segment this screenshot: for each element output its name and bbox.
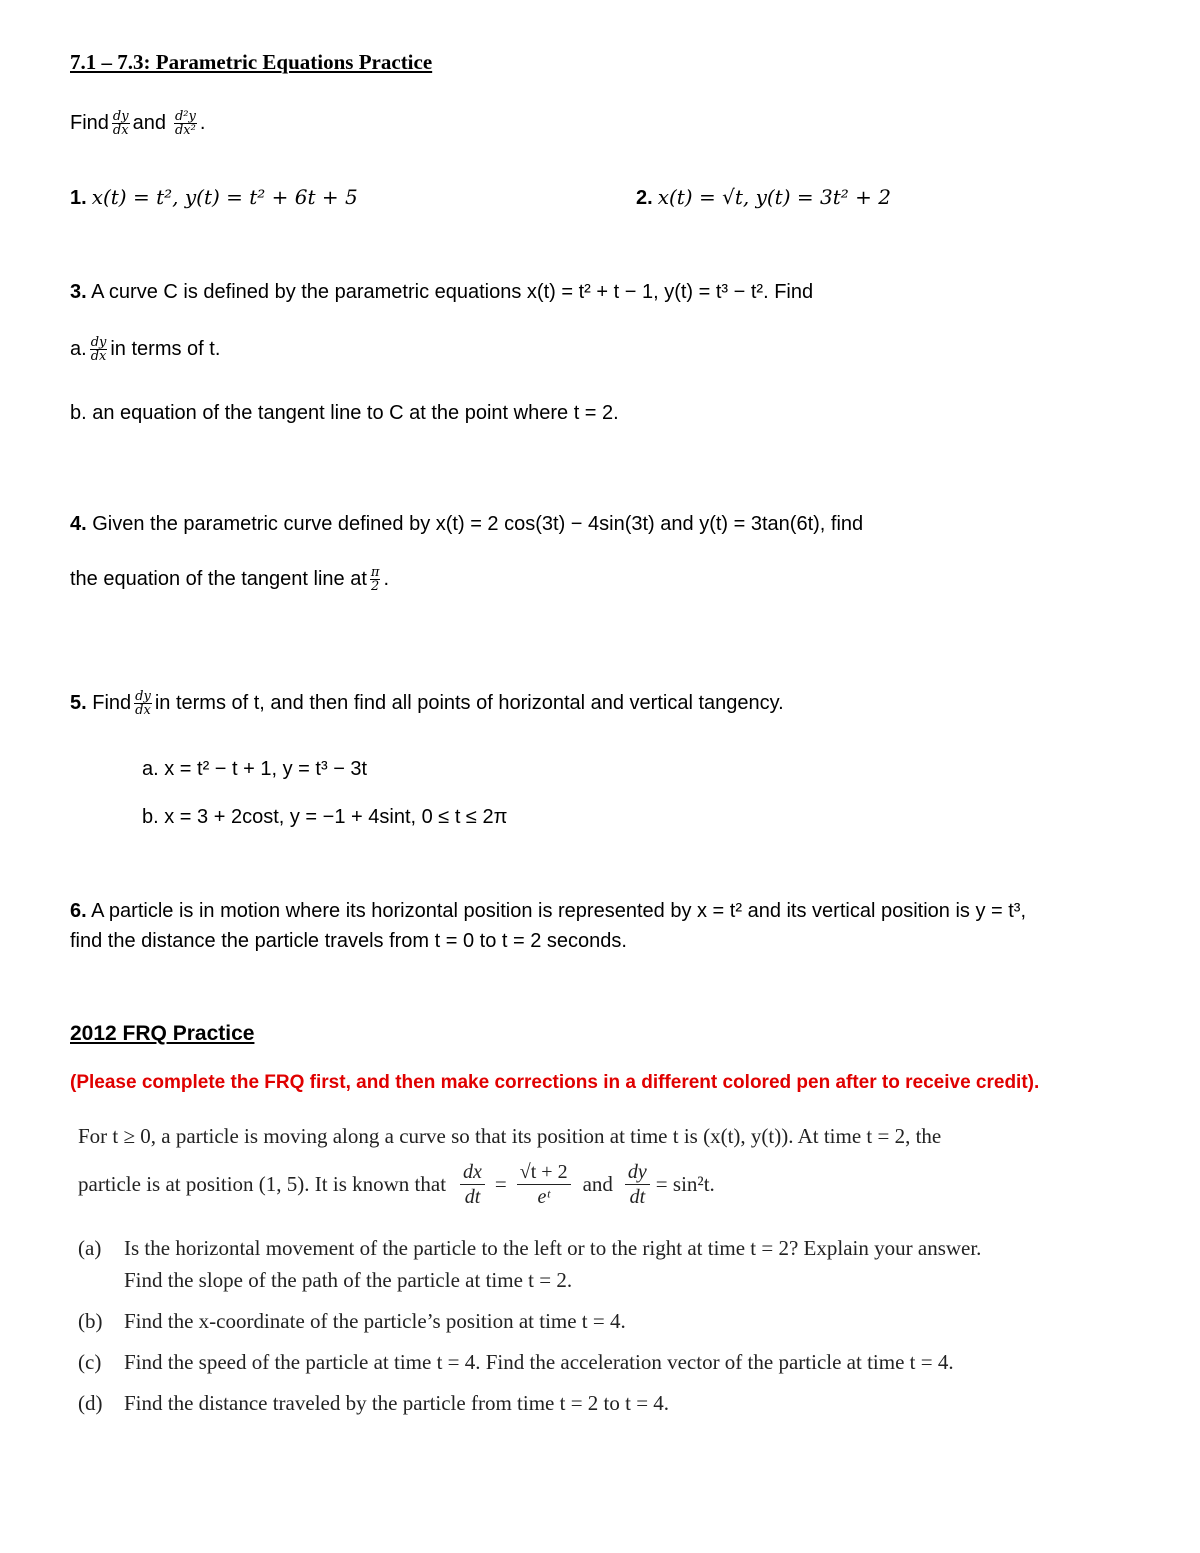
- part-label: (c): [78, 1350, 102, 1374]
- dxdt-numerator: dx: [460, 1160, 485, 1185]
- problem-5: [70, 690, 784, 717]
- dy-dt-fraction: [625, 1160, 650, 1209]
- frq-rhs2: = sin²t.: [655, 1172, 715, 1196]
- frq-part-b: [78, 1309, 626, 1334]
- problem-4-line1: Given the parametric curve defined by x(t) = 2 cos(3t) − 4sin(3t) and y(t) = 3tan(6t), find: [92, 513, 864, 535]
- instruction-prefix: Find: [70, 111, 109, 134]
- dxdt-denominator: dt: [464, 1186, 481, 1208]
- frq-note: (Please complete the FRQ first, and then make corrections in a different colored pen after to receive credit).: [70, 1072, 1040, 1093]
- problem-6-number: 6.: [70, 900, 87, 922]
- problem-1-number: 1.: [70, 187, 87, 209]
- problem-6: [70, 900, 1026, 923]
- problem-2-text: x(t) = √t, y(t) = 3t² + 2: [657, 185, 891, 209]
- frq-and: and: [582, 1172, 613, 1196]
- part-text: Find the slope of the path of the particle at time t = 2.: [124, 1268, 573, 1292]
- part-text: Find the x-coordinate of the particle’s position at time t = 4.: [124, 1309, 626, 1333]
- problem-4-line2: the equation of the tangent line at $\frac{\pi}{2}$ .: [70, 565, 390, 594]
- dy-dx-fraction: $\frac{dy}{dx}$: [135, 689, 151, 718]
- rhs-numerator: √t + 2: [517, 1160, 571, 1185]
- problem-3a-text: in terms of t.: [110, 337, 221, 360]
- dx-dt-fraction: [460, 1160, 485, 1209]
- instruction-and: and: [132, 111, 166, 134]
- problem-4: [70, 513, 863, 536]
- problem-5-number: 5.: [70, 691, 87, 714]
- frq-part-c: [78, 1350, 954, 1375]
- page-title: 7.1 – 7.3: Parametric Equations Practice: [70, 50, 433, 74]
- dydt-numerator: dy: [625, 1160, 650, 1185]
- problem-5-prefix: Find: [92, 691, 132, 714]
- instruction-end: .: [199, 111, 206, 134]
- problem-1-text: x(t) = t², y(t) = t² + 6t + 5: [91, 185, 358, 209]
- dydt-denominator: dt: [629, 1186, 646, 1208]
- rhs-fraction: [517, 1160, 571, 1209]
- dy-dx-fraction: $\frac{dy}{dx}$: [112, 109, 129, 138]
- part-label: (a): [78, 1236, 102, 1260]
- part-label: (d): [78, 1391, 103, 1415]
- part-text: Is the horizontal movement of the particle to the left or to the right at time t = 2? Explain your answer.: [124, 1236, 982, 1260]
- problem-3-text: A curve C is defined by the parametric equations x(t) = t² + t − 1, y(t) = t³ − t². Find: [91, 281, 814, 303]
- part-text: Find the distance traveled by the particle from time t = 2 to t = 4.: [124, 1391, 670, 1415]
- frq-part-d: [78, 1391, 669, 1416]
- problem-3a: [70, 336, 220, 363]
- part-label: (b): [78, 1309, 103, 1333]
- pi-over-2-fraction: [370, 566, 381, 593]
- frq-intro-line1: For t ≥ 0, a particle is moving along a curve so that its position at time t is (x(t), y(t)). At time t = 2, the: [78, 1124, 942, 1148]
- problem-5a: a. x = t² − t + 1, y = t³ − 3t: [142, 758, 368, 780]
- problem-4-number: 4.: [70, 513, 87, 535]
- frq-intro-line2: particle is at position (1, 5). It is known that $\frac{dx}{dt}$ = $\frac{√t + 2}{\text{eᵗ}}$ and $\frac{dy}{dt}$ = sin²t.: [78, 1161, 715, 1208]
- rhs-denominator: eᵗ: [537, 1186, 550, 1208]
- frq-intro2-prefix: particle is at position (1, 5). It is known that: [78, 1172, 447, 1196]
- problem-4-line2-text: the equation of the tangent line at: [70, 567, 367, 590]
- problem-3: [70, 281, 813, 304]
- frq-part-a-cont: [78, 1268, 572, 1293]
- d2y-dx2-fraction: $\frac{\text{d²y}}{\text{dx²}}$: [174, 109, 196, 138]
- problem-6-line1: A particle is in motion where its horizontal position is represented by x = t² and its vertical position is y = t³,: [91, 900, 1027, 922]
- problem-3a-label: a.: [70, 337, 87, 360]
- problem-6-line2: find the distance the particle travels from t = 0 to t = 2 seconds.: [70, 930, 627, 952]
- problem-1: [70, 185, 358, 210]
- frq-title: 2012 FRQ Practice: [70, 1022, 255, 1045]
- instruction: [70, 110, 205, 137]
- problem-2: [636, 185, 891, 210]
- frac-denominator: 2: [371, 579, 380, 594]
- problem-3-number: 3.: [70, 281, 87, 303]
- part-text: Find the speed of the particle at time t = 4. Find the acceleration vector of the particle at time t = 4.: [124, 1350, 954, 1374]
- frq-part-a: [78, 1236, 981, 1261]
- problem-5-suffix: in terms of t, and then find all points of horizontal and vertical tangency.: [154, 691, 784, 714]
- problem-2-number: 2.: [636, 187, 653, 209]
- problem-5b: b. x = 3 + 2cost, y = −1 + 4sint, 0 ≤ t ≤ 2π: [142, 806, 508, 828]
- dy-dx-fraction: $\frac{dy}{dx}$: [90, 335, 107, 364]
- problem-3b: b. an equation of the tangent line to C at the point where t = 2.: [70, 402, 619, 424]
- frac-numerator: π: [370, 565, 380, 580]
